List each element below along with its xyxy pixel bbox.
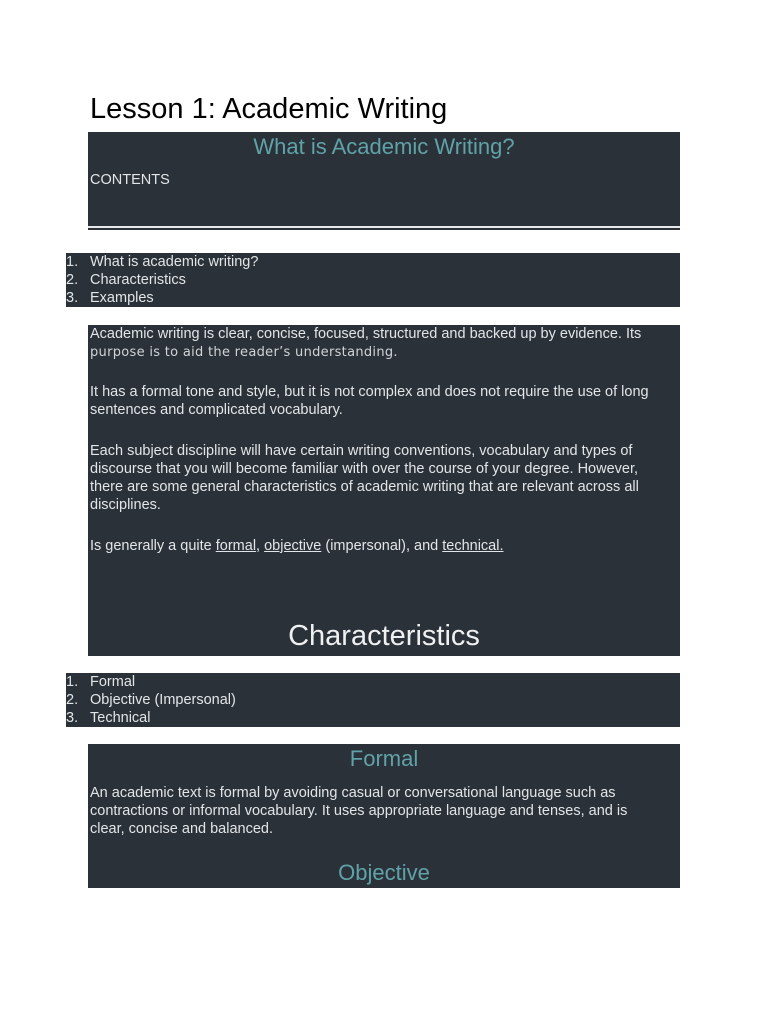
intro-paragraph-1 [88,325,674,362]
intro-paragraph-1-purpose: purpose is to aid the reader’s understanding. [90,345,398,360]
intro-paragraph-4 [88,537,674,555]
objective-link[interactable]: objective [264,538,322,554]
list-number: 3. [66,290,79,306]
contents-label: CONTENTS [90,172,170,188]
list-item [66,271,680,289]
list-item-label: Characteristics [90,272,186,288]
document-title: Lesson 1: Academic Writing [90,93,448,125]
separator: , [256,538,265,554]
formal-link[interactable]: formal [215,538,257,554]
what-is-academic-writing-heading: What is Academic Writing? [253,134,515,159]
intro-paragraph-3: Each subject discipline will have certain writing conventions, vocabulary and types of discourse that you will become familiar with over the course of your degree. However, there are some general characteristics of academic writing that are relevant across all disciplines. [90,443,639,513]
list-item-label: Technical [90,710,151,726]
objective-heading: Objective [338,860,430,885]
list-item-label: Examples [90,290,154,306]
list-item [66,253,680,271]
intro-paragraph-2: It has a formal tone and style, but it is not complex and does not require the use of long sentences and complicated vocabulary. [90,384,649,418]
table-of-contents-list [66,253,680,307]
list-item-label: What is academic writing? [90,254,259,270]
horizontal-rule [88,226,680,228]
formal-panel [88,744,680,888]
intro-paragraph-1-text: Academic writing is clear, concise, focused, structured and backed up by evidence. Its [90,326,642,342]
list-number: 3. [66,710,79,726]
list-item [66,289,680,307]
list-item [66,673,680,691]
list-number: 1. [66,254,79,270]
list-item [66,691,680,709]
characteristics-list [66,673,680,727]
formal-heading: Formal [349,746,419,771]
intro-panel [88,325,680,656]
intro-paragraph-4-mid: (impersonal), and [321,538,443,554]
list-number: 1. [66,674,79,690]
list-item [66,709,680,727]
list-item-label: Formal [90,674,136,690]
intro-paragraph-4-prefix: Is generally a quite [90,538,216,554]
characteristics-heading: Characteristics [288,620,480,652]
technical-link[interactable]: technical. [442,538,504,554]
list-item-label: Objective (Impersonal) [90,692,236,708]
formal-paragraph: An academic text is formal by avoiding casual or conversational language such as contractions or informal vocabulary. It uses appropriate language and tenses, and is clear, concise and balanced. [90,785,628,837]
contents-panel [88,132,680,230]
list-number: 2. [66,272,79,288]
list-number: 2. [66,692,79,708]
